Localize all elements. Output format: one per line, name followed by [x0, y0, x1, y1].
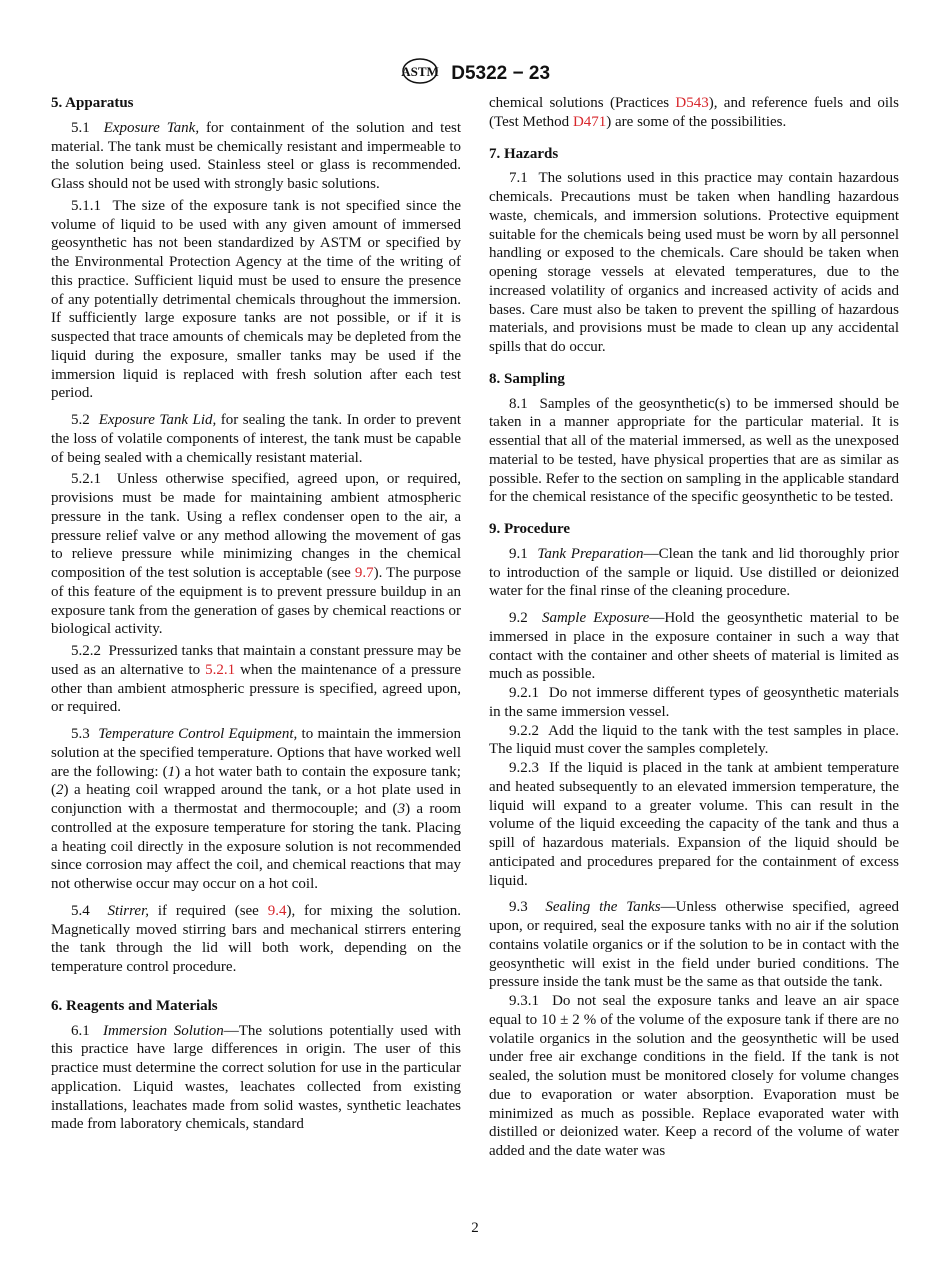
svg-text:ASTM: ASTM	[401, 64, 439, 79]
left-column	[51, 92, 461, 1134]
paragraph-8-1: 8.1 Samples of the geosynthetic(s) to be immersed should be taken in a manner appropriate for the particular material. It is essential that all of the material immersed, as well as the unexposed material to be tested, have physical properties that are as similar as possible. Refer to the section on sampling in the applicable standard for the chemical resistance of the specific geosynthetic to be tested.	[489, 395, 899, 506]
paragraph-9-2-2: 9.2.2 Add the liquid to the tank with the test samples in place. The liquid must cover the samples completely.	[489, 722, 899, 758]
page-header	[0, 56, 950, 92]
section-heading-apparatus: 5. Apparatus	[51, 95, 134, 111]
link-d471[interactable]: D471	[572, 113, 607, 130]
section-heading-sampling: 8. Sampling	[489, 370, 565, 387]
section-heading-hazards: 7. Hazards	[489, 145, 559, 162]
paragraph-continued: chemical solutions (Practices D543), and reference fuels and oils (Test Method D471) are some of the possibilities.	[489, 95, 899, 130]
link-d543[interactable]: D543	[675, 95, 709, 111]
paragraph-5-2-2: 5.2.2 Pressurized tanks that maintain a constant pressure may be used as an alternative to 5.2.1 when the maintenance of a pressure other than ambient atmospheric pressure is specified, agreed upon, or required.	[51, 643, 462, 716]
paragraph-9-2-3: 9.2.3 If the liquid is placed in the tank at ambient temperature and heated subsequently to an elevated immersion temperature, the liquid will expand to a greater volume. This can result in the volume of the liquid exceeding the capacity of the tank and thus a spill of hazardous materials. Expansion of the liquid should be anticipated and procedures prepared for the containment of excess liquid.	[489, 760, 899, 889]
paragraph-5-3: 5.3 Temperature Control Equipment, to maintain the immersion solution at the specified temperature. Options that have worked well are the following: (1) a hot water bath to contain the exposure tank; (2) a heating coil wrapped around the tank, or a hot plate used in conjunction with a thermostat and thermocouple; and (3) a room controlled at the exposure temperature for storing the tank. Placing a heating coil directly in the exposure solution is not recommended since corrosion may affect the coil, and chemical reactions that may not otherwise occur may occur on a hot coil.	[51, 726, 462, 892]
paragraph-7-1: 7.1 The solutions used in this practice may contain hazardous chemicals. Precautions must be taken when handling hazardous waste, chemicals, and immersion solutions. Protective equipment suitable for the chemicals being used must be worn by all personnel handling or exposed to the chemicals. Care should be taken when opening storage vessels at elevated temperatures, due to the increased volatility of organics and increased activity of acids and bases. Care must also be taken to prevent the spilling of hazardous materials, and provisions must be made to clean up any accidental spills that do occur.	[489, 170, 899, 355]
link-9-7[interactable]: 9.7	[354, 565, 374, 581]
paragraph-5-2: 5.2 Exposure Tank Lid, for sealing the tank. In order to prevent the loss of volatile components of interest, the tank must be capable of being sealed with a chemically resistant material.	[51, 412, 462, 466]
paragraph-9-1: 9.1 Tank Preparation—Clean the tank and lid thoroughly prior to introduction of the sample or liquid. Use distilled or deionized water for the final rinse of the cleaning procedure.	[489, 545, 899, 600]
standard-designation: D5322 − 23	[451, 63, 551, 84]
link-9-4[interactable]: 9.4	[267, 902, 287, 919]
paragraph-5-1-1: 5.1.1 The size of the exposure tank is not specified since the volume of liquid to be used with any given amount of immersed geosynthetic has not been standardized by ASTM or specified by the Environmental Protection Agency at the time of the writing of this practice. Sufficient liquid must be used to ensure the presence of any potentially detrimental chemicals throughout the immersion. If sufficiently large exposure tanks are not possible, or if it is suspected that trace amounts of chemicals may be depleted from the liquid during the exposure, smaller tanks may be used if the immersion liquid is replaced with fresh solution after each test period.	[51, 197, 461, 402]
right-column	[489, 92, 899, 1161]
link-5-2-1[interactable]: 5.2.1	[205, 661, 236, 678]
paragraph-9-2: 9.2 Sample Exposure—Hold the geosynthetic material to be immersed in place in the exposure container in such a way that contact with the container and other sheets of material is limited as much as possible.	[489, 610, 899, 683]
paragraph-5-2-1: 5.2.1 Unless otherwise specified, agreed upon, or required, provisions must be made for maintaining ambient atmospheric pressure in the tank. Using a reflex condenser open to the air, a pressure relief valve or any method allowing the movement of gas to relieve pressure while minimizing changes in the chemical composition of the test solution is acceptable (see 9.7). The purpose of this feature of the equipment is to prevent pressure buildup in an exposure tank from the generation of gases by chemical reactions or biological activity.	[51, 471, 462, 638]
astm-logo-icon	[400, 56, 440, 92]
paragraph-9-3: 9.3 Sealing the Tanks—Unless otherwise specified, agreed upon, or required, seal the exposure tanks with no air if the solution contains volatile organics or if the solution to be in contact with the geosynthetic will exist in the field under buried conditions. The pressure inside the tank must be the same as that outside the tank.	[489, 899, 900, 991]
paragraph-6-1: 6.1 Immersion Solution—The solutions potentially used with this practice have large differences in origin. The user of this practice must determine the correct solution for use in the particular application. Liquid wastes, leachates collected from existing installations, leachates made from solid wastes, synthetic leachates made from laboratory chemicals, standard	[51, 1022, 461, 1133]
page-number: 2	[471, 1220, 479, 1236]
section-heading-reagents: 6. Reagents and Materials	[51, 997, 218, 1014]
paragraph-9-2-1: 9.2.1 Do not immerse different types of geosynthetic materials in the same immersion vessel.	[489, 685, 900, 720]
section-heading-procedure: 9. Procedure	[489, 521, 571, 537]
paragraph-5-4: 5.4 Stirrer, if required (see 9.4), for mixing the solution. Magnetically moved stirring bars and mechanical stirrers entering the tank through the lid will both work, depending on the temperature control procedure.	[51, 902, 462, 975]
paragraph-5-1: 5.1 Exposure Tank, for containment of the solution and test material. The tank must be chemically resistant and impermeable to the solution being used. Stainless steel or glass is recommended. Glass should not be used with strongly basic solutions.	[51, 119, 462, 192]
paragraph-9-3-1: 9.3.1 Do not seal the exposure tanks and leave an air space equal to 10 ± 2 % of the volume of the exposure tank if there are no volatile organics in the solution and the geosynthetic will be used under free air exchange conditions in the field. If the tank is not sealed, the solution must be monitored closely for volume changes due to evaporation or water absorption. Evaporation must be minimized as much as possible. Replace evaporated water with distilled or deionized water. Keep a record of the volume of water added and the date water was	[489, 993, 899, 1159]
